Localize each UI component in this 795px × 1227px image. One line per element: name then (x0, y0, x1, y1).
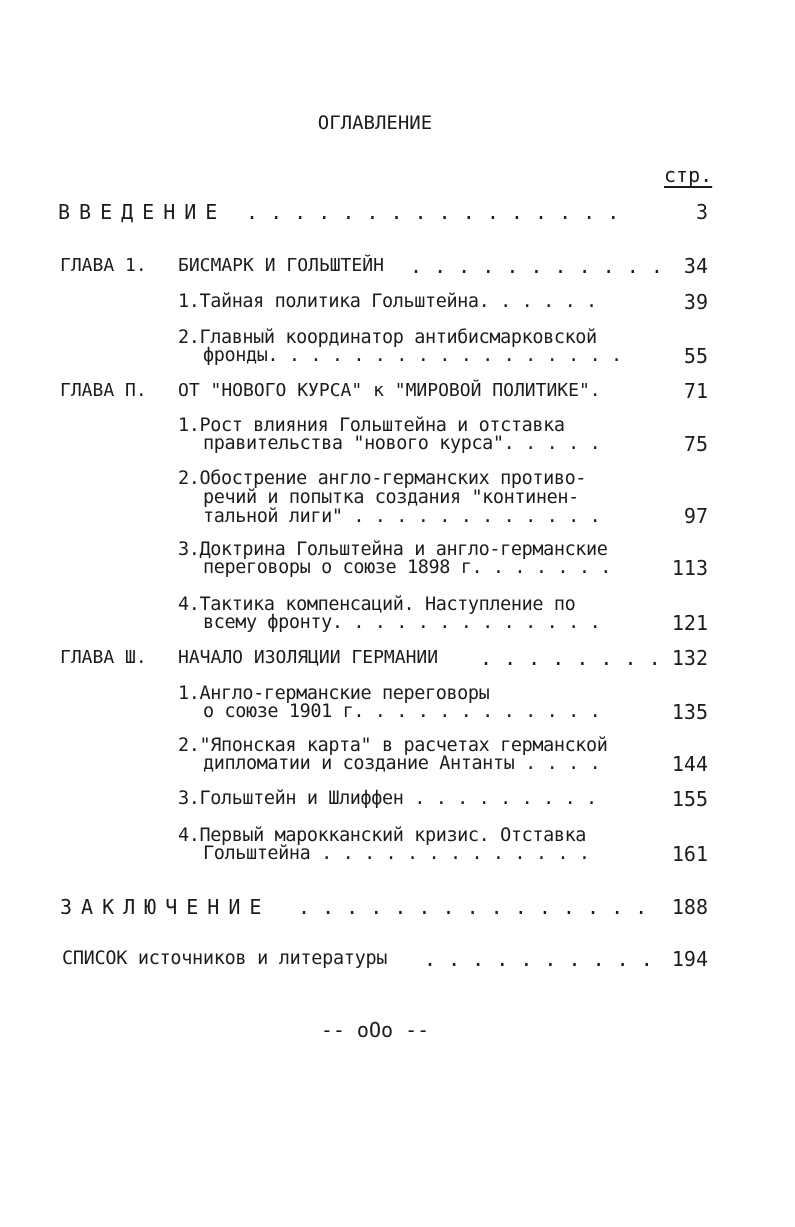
ch2-s3-line1: 3.Доктрина Гольштейна и англо-германские (178, 539, 608, 560)
ch2-s2-line3: тальной лиги" . . . . . . . . . . . . (203, 506, 601, 527)
ch3-s4-line2: Гольштейна . . . . . . . . . . . . . (203, 843, 590, 864)
chapter2-page: 71 (683, 379, 708, 403)
chapter1-title: БИСМАРК И ГОЛЬШТЕЙН (178, 255, 384, 276)
chapter1-label: ГЛАВА 1. (60, 255, 147, 276)
ch2-s1-page: 75 (683, 432, 708, 456)
ch2-s2-line1: 2.Обострение англо-германских противо- (178, 468, 587, 489)
ch3-s2-page: 144 (671, 752, 708, 776)
ch2-s1-line1: 1.Рост влияния Гольштейна и отставка (178, 415, 565, 436)
conclusion-label: ЗАКЛЮЧЕНИЕ (60, 895, 271, 919)
ch2-s3-page: 113 (671, 556, 708, 580)
ch3-s3-page: 155 (671, 787, 708, 811)
intro-label: ВВЕДЕНИЕ (58, 200, 227, 224)
ch3-s1-line1: 1.Англо-германские переговоры (178, 683, 490, 704)
bibliography-page: 194 (671, 947, 708, 971)
chapter1-dots: . . . . . . . . . . . (410, 254, 663, 278)
bibliography-dots: . . . . . . . . . . (424, 947, 653, 971)
ch1-s2-line1: 2.Главный координатор антибисмарковской (178, 327, 597, 348)
ch2-s4-page: 121 (671, 611, 708, 635)
ch3-s2-line2: дипломатии и создание Антанты . . . . (203, 753, 601, 774)
intro-dots: . . . . . . . . . . . . . . . . (246, 200, 620, 224)
chapter3-title: НАЧАЛО ИЗОЛЯЦИИ ГЕРМАНИИ (178, 647, 439, 668)
ch2-s2-page: 97 (683, 504, 708, 528)
intro-page: 3 (695, 200, 708, 224)
ch1-s1-page: 39 (683, 290, 708, 314)
chapter1-page: 34 (683, 254, 708, 278)
ch3-s1-page: 135 (671, 700, 708, 724)
ch2-s4-line1: 4.Тактика компенсаций. Наступление по (178, 594, 576, 615)
chapter2-label: ГЛАВА П. (60, 380, 147, 401)
ch1-s2-page: 55 (683, 344, 708, 368)
ch3-s1-line2: о союзе 1901 г. . . . . . . . . . . . (203, 701, 601, 722)
ch3-s4-page: 161 (671, 842, 708, 866)
ch1-s2-line2: фронды. . . . . . . . . . . . . . . . . (203, 345, 622, 366)
chapter3-label: ГЛАВА Ш. (60, 647, 147, 668)
ch2-s4-line2: всему фронту. . . . . . . . . . . . . (203, 612, 601, 633)
bibliography-label: СПИСОК источников и литературы (62, 948, 388, 969)
chapter3-dots: . . . . . . . . (480, 646, 661, 670)
ch3-s4-line1: 4.Первый марокканский кризис. Отставка (178, 825, 587, 846)
ch2-s2-line2: речий и попытка создания "континен- (203, 487, 579, 508)
end-ornament: -- oOo -- (320, 1018, 430, 1042)
chapter3-page: 132 (671, 646, 708, 670)
conclusion-dots: . . . . . . . . . . . . . . . (298, 895, 648, 919)
page-column-label: стр. (664, 163, 713, 187)
ch2-s3-line2: переговоры о союзе 1898 г. . . . . . . (203, 557, 612, 578)
ch3-s3-line1: 3.Гольштейн и Шлиффен . . . . . . . . . (178, 788, 597, 809)
ch1-s1-line1: 1.Тайная политика Гольштейна. . . . . . (178, 291, 597, 312)
conclusion-page: 188 (671, 895, 708, 919)
ch2-s1-line2: правительства "нового курса". . . . . (203, 433, 601, 454)
ch3-s2-line1: 2."Японская карта" в расчетах германской (178, 735, 608, 756)
chapter2-title: ОТ "НОВОГО КУРСА" к "МИРОВОЙ ПОЛИТИКЕ". (178, 380, 601, 401)
page-title: ОГЛАВЛЕНИЕ (317, 112, 433, 134)
